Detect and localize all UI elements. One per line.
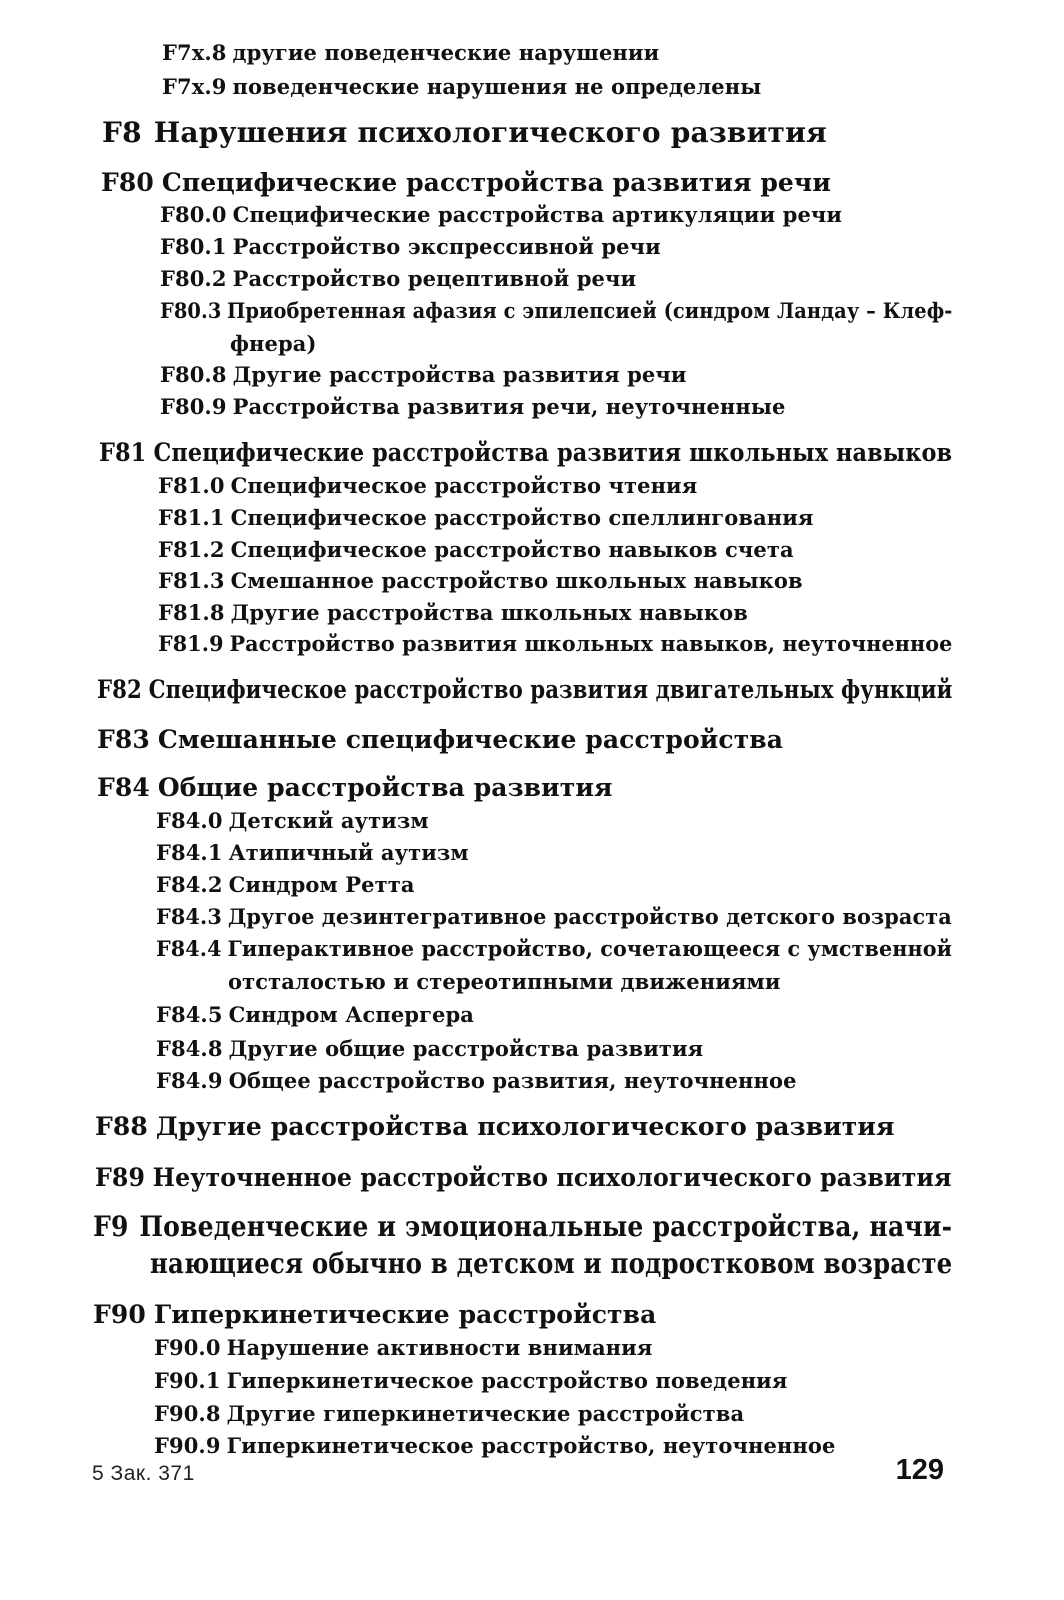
diagnosis-code: F80.3 — [160, 298, 222, 323]
diagnosis-code: F89 — [95, 1163, 146, 1192]
diagnosis-title: Специфические расстройства развития школьных навыков — [153, 438, 953, 467]
diagnosis-title: Другие расстройства психологического развития — [155, 1112, 895, 1141]
subcategory-item — [156, 1004, 474, 1025]
subcategory-item — [156, 1070, 797, 1091]
subcategory-item — [158, 539, 794, 560]
diagnosis-code: F8 — [102, 116, 142, 149]
subcategory-item — [160, 300, 952, 321]
diagnosis-title: Детский аутизм — [228, 808, 429, 833]
category-heading — [97, 775, 613, 800]
diagnosis-title: Смешанное расстройство школьных навыков — [230, 568, 803, 593]
diagnosis-code: F81.8 — [158, 600, 225, 625]
subcategory-item — [160, 268, 636, 289]
subcategory-item — [228, 971, 781, 992]
diagnosis-code: F84.1 — [156, 840, 223, 865]
diagnosis-code: F81.0 — [158, 473, 225, 498]
diagnosis-title: Синдром Ретта — [228, 872, 415, 897]
category-heading — [93, 1302, 656, 1327]
diagnosis-code: F81.1 — [158, 505, 225, 530]
diagnosis-code: F7x.9 — [162, 74, 227, 99]
subcategory-item — [154, 1403, 744, 1424]
diagnosis-title: Гиперкинетическое расстройство, неуточненное — [226, 1433, 836, 1458]
subcategory-item — [156, 842, 469, 863]
subcategory-item — [160, 236, 661, 257]
subcategory-item — [158, 475, 697, 496]
diagnosis-code: F80.8 — [160, 362, 227, 387]
diagnosis-code: F80.9 — [160, 394, 227, 419]
diagnosis-title: Гиперкинетическое расстройство поведения — [226, 1368, 788, 1393]
diagnosis-code: F81.9 — [158, 631, 224, 656]
diagnosis-title: Поведенческие и эмоциональные расстройства, начи- — [139, 1210, 953, 1243]
diagnosis-title: Гиперактивное расстройство, сочетающееся с умственной — [227, 936, 953, 961]
category-heading — [95, 1114, 895, 1139]
diagnosis-code: F81.3 — [158, 568, 225, 593]
subcategory-item — [154, 1337, 652, 1358]
diagnosis-code: F80.0 — [160, 202, 227, 227]
subcategory-item — [156, 1038, 703, 1059]
subcategory-item — [162, 42, 659, 63]
diagnosis-title: Специфическое расстройство навыков счета — [230, 537, 794, 562]
subcategory-item — [158, 602, 748, 623]
diagnosis-code: F84.3 — [156, 904, 222, 929]
diagnosis-title: Общие расстройства развития — [157, 773, 613, 802]
diagnosis-title: Нарушение активности внимания — [226, 1335, 653, 1360]
page-number: 129 — [895, 1454, 944, 1486]
diagnosis-title: Другие расстройства школьных навыков — [230, 600, 748, 625]
diagnosis-code: F84.9 — [156, 1068, 223, 1093]
subcategory-item — [230, 333, 317, 354]
diagnosis-title: фнера) — [230, 331, 317, 356]
diagnosis-title: Специфическое расстройство чтения — [230, 473, 698, 498]
subcategory-item — [156, 906, 952, 927]
subcategory-item — [160, 364, 687, 385]
diagnosis-title: Специфические расстройства развития речи — [161, 168, 831, 197]
subcategory-item — [162, 76, 761, 97]
diagnosis-title: Смешанные специфические расстройства — [157, 725, 784, 754]
diagnosis-title: Другие гиперкинетические расстройства — [226, 1401, 745, 1426]
subcategory-item — [156, 938, 952, 959]
diagnosis-title: Синдром Аспергера — [228, 1002, 474, 1027]
diagnosis-title: Атипичный аутизм — [228, 840, 469, 865]
diagnosis-title: Гиперкинетические расстройства — [153, 1300, 657, 1329]
diagnosis-code: F90.9 — [154, 1433, 221, 1458]
diagnosis-code: F80.1 — [160, 234, 227, 259]
diagnosis-code: F81.2 — [158, 537, 225, 562]
subcategory-item — [156, 874, 415, 895]
diagnosis-title: Другие общие расстройства развития — [228, 1036, 704, 1061]
category-heading — [99, 440, 952, 465]
diagnosis-title: Приобретенная афазия с эпилепсией (синдром Ландау – Клеф- — [226, 298, 953, 323]
diagnosis-code: F80 — [101, 168, 154, 197]
diagnosis-code: F84.0 — [156, 808, 223, 833]
category-heading — [97, 727, 783, 752]
section-heading — [93, 1210, 953, 1243]
diagnosis-code: F84.8 — [156, 1036, 223, 1061]
diagnosis-title: Другие расстройства развития речи — [232, 362, 687, 387]
diagnosis-title: Расстройство рецептивной речи — [232, 266, 637, 291]
diagnosis-code: F90.0 — [154, 1335, 221, 1360]
diagnosis-code: F84.5 — [156, 1002, 223, 1027]
subcategory-item — [160, 396, 785, 417]
subcategory-item — [160, 204, 842, 225]
diagnosis-code: F84.4 — [156, 936, 222, 961]
subcategory-item — [154, 1370, 787, 1391]
diagnosis-title: поведенческие нарушения не определены — [232, 74, 762, 99]
print-order-note: 5 Зак. 371 — [92, 1462, 195, 1485]
category-heading — [101, 170, 831, 195]
subcategory-item — [158, 507, 814, 528]
diagnosis-code: F81 — [99, 438, 147, 467]
diagnosis-code: F80.2 — [160, 266, 227, 291]
diagnosis-title: нающиеся обычно в детском и подростковом возрасте — [150, 1247, 953, 1280]
diagnosis-code: F88 — [95, 1112, 148, 1141]
diagnosis-code: F83 — [97, 725, 150, 754]
diagnosis-code: F90.1 — [154, 1368, 221, 1393]
diagnosis-title: другие поведенческие нарушении — [232, 40, 660, 65]
diagnosis-code: F7x.8 — [162, 40, 227, 65]
diagnosis-title: Общее расстройство развития, неуточненное — [228, 1068, 797, 1093]
diagnosis-code: F82 — [97, 675, 142, 704]
diagnosis-title: отсталостью и стереотипными движениями — [228, 969, 781, 994]
diagnosis-title: Специфические расстройства артикуляции речи — [232, 202, 843, 227]
subcategory-item — [158, 570, 803, 591]
diagnosis-title: Расстройство развития школьных навыков, неуточненное — [229, 631, 953, 656]
diagnosis-title: Нарушения психологического развития — [153, 116, 827, 149]
diagnosis-title: Специфическое расстройство развития двигательных функций — [148, 675, 953, 704]
diagnosis-title: Специфическое расстройство спеллингования — [230, 505, 814, 530]
diagnosis-code: F84.2 — [156, 872, 223, 897]
diagnosis-code: F90 — [93, 1300, 146, 1329]
diagnosis-code: F90.8 — [154, 1401, 221, 1426]
section-heading — [150, 1247, 953, 1280]
diagnosis-code: F9 — [93, 1210, 129, 1243]
diagnosis-title: Расстройство экспрессивной речи — [232, 234, 661, 259]
category-heading — [97, 677, 952, 702]
diagnosis-code: F84 — [97, 773, 150, 802]
subcategory-item — [154, 1435, 835, 1456]
diagnosis-title: Расстройства развития речи, неуточненные — [232, 394, 786, 419]
diagnosis-title: Другое дезинтегративное расстройство детского возраста — [227, 904, 952, 929]
section-heading — [102, 116, 827, 149]
subcategory-item — [156, 810, 429, 831]
subcategory-item — [158, 633, 952, 654]
diagnosis-title: Неуточненное расстройство психологического развития — [152, 1163, 952, 1192]
category-heading — [95, 1165, 952, 1190]
